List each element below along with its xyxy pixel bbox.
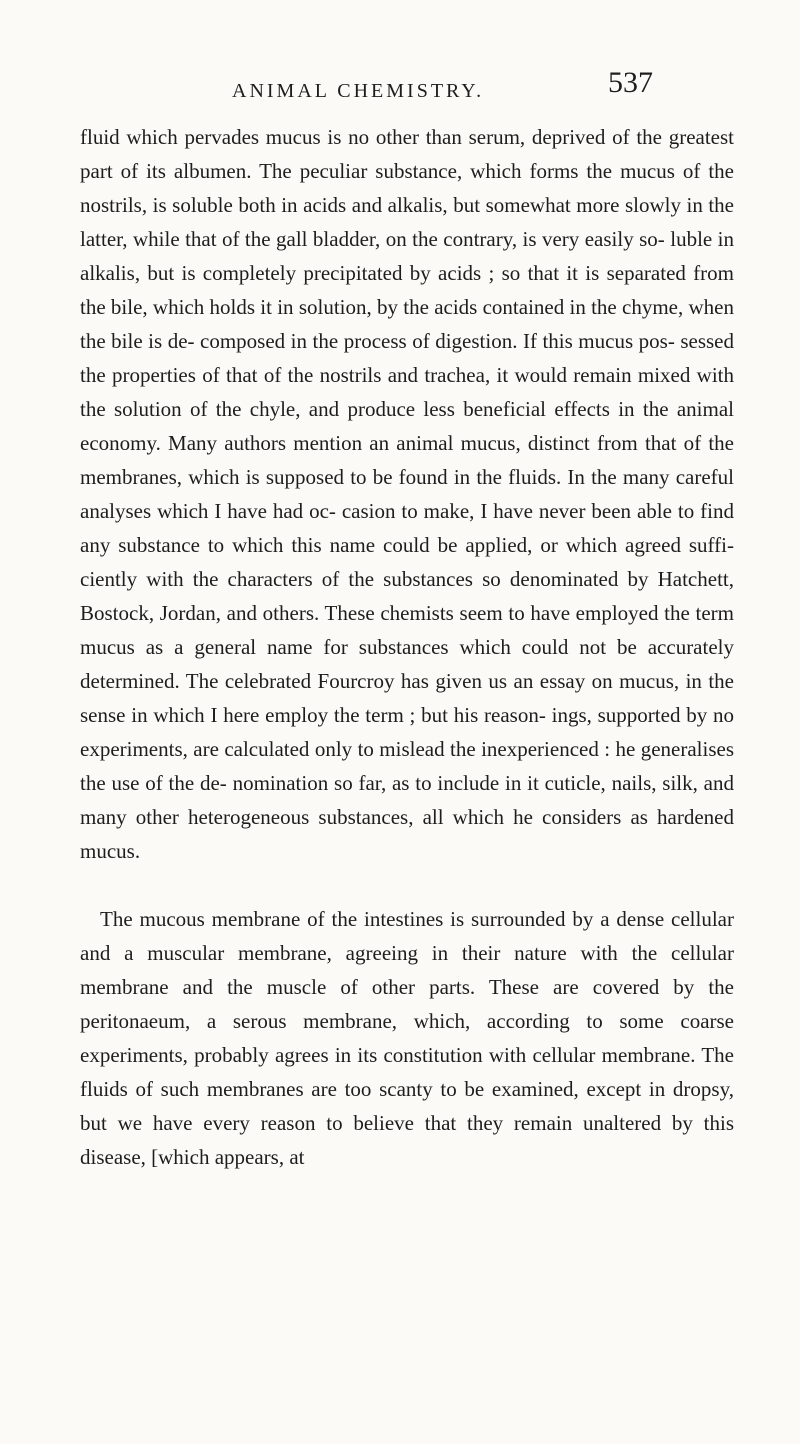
page-number: 537 [608, 66, 653, 99]
running-head: ANIMAL CHEMISTRY. [232, 80, 485, 102]
paragraph-2: The mucous membrane of the intestines is surrounded by a dense cellular and a muscular membrane, agreeing in their nature with the cellular membrane and the muscle of other parts. These are covered by the peritonaeum, a serous membrane, which, according to some coarse experiments, probably agrees in its constitution with cellular membrane. The fluids of such membranes are too scanty to be examined, except in dropsy, but we have every reason to believe that they remain unaltered by this disease, [which appears, at [80, 907, 734, 1169]
body-text [80, 120, 734, 1174]
paragraph-1: fluid which pervades mucus is no other than serum, deprived of the greatest part of its albumen. The peculiar substance, which forms the mucus of the nostrils, is soluble both in acids and alkalis, but somewhat more slowly in the latter, while that of the gall bladder, on the contrary, is very easily so- luble in alkalis, but is completely precipitated by acids ; so that it is separated from the bile, which holds it in solution, by the acids contained in the chyme, when the bile is de- composed in the process of digestion. If this mucus pos- sessed the properties of that of the nostrils and trachea, it would remain mixed with the solution of the chyle, and produce less beneficial effects in the animal economy. Many authors mention an animal mucus, distinct from that of the membranes, which is supposed to be found in the fluids. In the many careful analyses which I have had oc- casion to make, I have never been able to find any substance to which this name could be applied, or which agreed suffi- ciently with the characters of the substances so denominated by Hatchett, Bostock, Jordan, and others. These chemists seem to have employed the term mucus as a general name for substances which could not be accurately determined. The celebrated Fourcroy has given us an essay on mucus, in the sense in which I here employ the term ; but his reason- ings, supported by no experiments, are calculated only to mislead the inexperienced : he generalises the use of the de- nomination so far, as to include in it cuticle, nails, silk, and many other heterogeneous substances, all which he considers as hardened mucus. [80, 125, 734, 863]
